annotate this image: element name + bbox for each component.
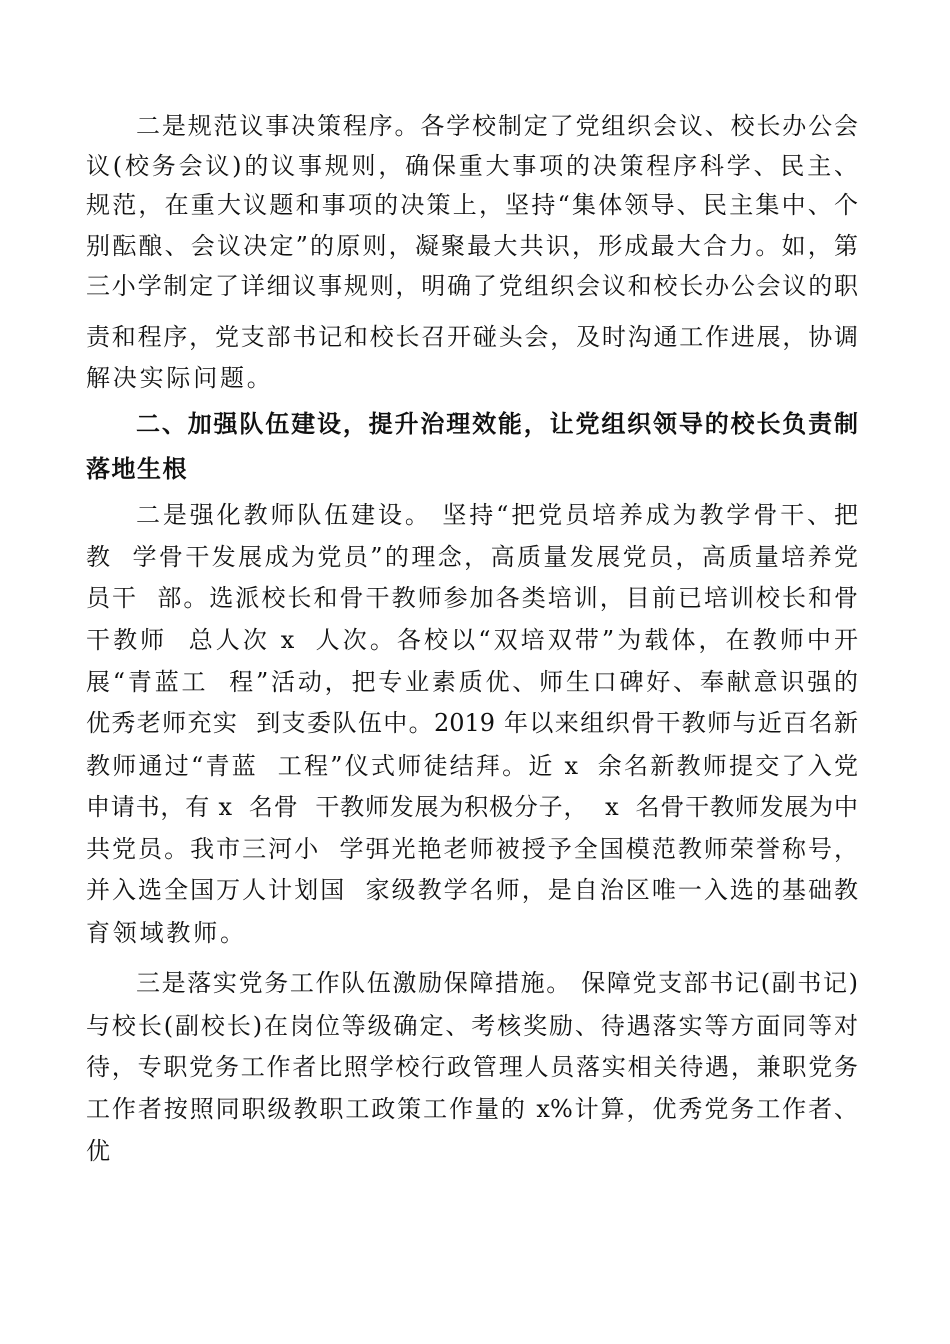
section-heading-line-2: 落地生根 <box>86 455 188 483</box>
paragraph-3-line-2: 与校长(副校长)在岗位等级确定、考核奖励、待遇落实等方面同等对 <box>86 1012 858 1040</box>
paragraph-2-line-5: 展“青蓝工 程”活动，把专业素质优、师生口碑好、奉献意识强的 <box>86 668 858 696</box>
paragraph-3-line-5: 优 <box>86 1137 113 1165</box>
paragraph-1-line-6: 责和程序，党支部书记和校长召开碰头会，及时沟通工作进展，协调 <box>86 323 858 351</box>
paragraph-1-line-4: 别酝酿、会议决定”的原则，凝聚最大共识，形成最大合力。如，第 <box>86 232 858 260</box>
paragraph-1-line-3: 规范，在重大议题和事项的决策上，坚持“集体领导、民主集中、个 <box>86 191 858 219</box>
paragraph-2-line-1: 二是强化教师队伍建设。 坚持“把党员培养成为教学骨干、把 <box>136 501 858 529</box>
section-heading-line-1: 二、加强队伍建设，提升治理效能，让党组织领导的校长负责制 <box>136 410 858 438</box>
paragraph-3-line-3: 待，专职党务工作者比照学校行政管理人员落实相关待遇，兼职党务 <box>86 1053 858 1081</box>
paragraph-2-line-10: 并入选全国万人计划国 家级教学名师，是自治区唯一入选的基础教 <box>86 876 858 904</box>
paragraph-1-line-5: 三小学制定了详细议事规则，明确了党组织会议和校长办公会议的职 <box>86 272 858 300</box>
paragraph-2-line-11: 育领域教师。 <box>86 919 247 947</box>
paragraph-2-line-3: 员干 部。选派校长和骨干教师参加各类培训，目前已培训校长和骨 <box>86 584 858 612</box>
paragraph-1-line-2: 议(校务会议)的议事规则，确保重大事项的决策程序科学、民主、 <box>86 152 858 180</box>
paragraph-2-line-9: 共党员。我市三河小 学弭光艳老师被授予全国模范教师荣誉称号， <box>86 835 858 863</box>
paragraph-1-line-1: 二是规范议事决策程序。各学校制定了党组织会议、校长办公会 <box>136 112 858 140</box>
paragraph-1-line-7: 解决实际问题。 <box>86 364 274 392</box>
paragraph-3-line-1: 三是落实党务工作队伍激励保障措施。 保障党支部书记(副书记) <box>136 969 858 997</box>
paragraph-2-line-4: 干教师 总人次 x 人次。各校以“双培双带”为载体，在教师中开 <box>86 626 858 654</box>
paragraph-3-line-4: 工作者按照同职级教职工政策工作量的 x%计算，优秀党务工作者、 <box>86 1095 858 1123</box>
paragraph-2-line-6: 优秀老师充实 到支委队伍中。2019 年以来组织骨干教师与近百名新 <box>86 709 858 737</box>
paragraph-2-line-7: 教师通过“青蓝 工程”仪式师徒结拜。近 x 余名新教师提交了入党 <box>86 752 858 780</box>
paragraph-2-line-8: 申请书，有 x 名骨 干教师发展为积极分子， x 名骨干教师发展为中 <box>86 793 858 821</box>
paragraph-2-line-2: 教 学骨干发展成为党员”的理念，高质量发展党员，高质量培养党 <box>86 543 858 571</box>
